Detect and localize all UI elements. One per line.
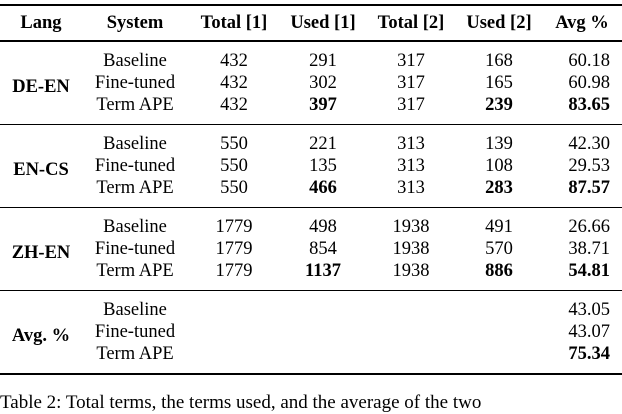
- total-2-cell: 1938: [392, 261, 430, 281]
- header-lang: Lang: [20, 12, 62, 33]
- total-1-cell: 550: [220, 156, 248, 176]
- system-cell: Fine-tuned: [94, 322, 176, 342]
- table-row: [0, 155, 622, 177]
- total-1-cell: [188, 343, 280, 374]
- system-cell: Term APE: [96, 261, 174, 281]
- used-1-cell: [280, 291, 366, 322]
- header-total-2: Total [2]: [377, 12, 445, 33]
- used-2-cell: 570: [485, 239, 513, 259]
- total-2-cell: 1938: [392, 239, 430, 259]
- system-cell: Term APE: [96, 344, 174, 364]
- used-2-cell: 139: [485, 134, 513, 154]
- total-2-cell: 317: [397, 95, 425, 115]
- total-1-cell: [188, 291, 280, 322]
- system-cell: Baseline: [103, 51, 167, 71]
- header-used-1: Used [1]: [290, 12, 356, 33]
- total-2-cell: [366, 291, 456, 322]
- system-cell: Fine-tuned: [94, 239, 176, 259]
- used-1-cell: [280, 321, 366, 343]
- table-body: [0, 41, 622, 374]
- used-1-cell: 397: [309, 95, 337, 115]
- table-row: [0, 291, 622, 322]
- avg-cell: 60.98: [568, 73, 610, 93]
- total-1-cell: 550: [220, 178, 248, 198]
- total-1-cell: 432: [220, 51, 248, 71]
- avg-cell: 75.34: [568, 344, 610, 364]
- table-row: [0, 177, 622, 208]
- avg-cell: 83.65: [568, 95, 610, 115]
- used-1-cell: 466: [309, 178, 337, 198]
- total-1-cell: 432: [220, 95, 248, 115]
- total-1-cell: 432: [220, 73, 248, 93]
- table-row: [0, 125, 622, 156]
- table-row: [0, 238, 622, 260]
- system-cell: Fine-tuned: [94, 73, 176, 93]
- results-table: [0, 4, 622, 375]
- header-row: [0, 5, 622, 41]
- table-row: [0, 321, 622, 343]
- used-1-cell: 1137: [305, 261, 341, 281]
- avg-cell: 60.18: [568, 51, 610, 71]
- total-1-cell: [188, 321, 280, 343]
- used-2-cell: [456, 321, 542, 343]
- table-row: [0, 72, 622, 94]
- system-cell: Baseline: [103, 300, 167, 320]
- used-1-cell: [280, 343, 366, 374]
- header-total-1: Total [1]: [200, 12, 268, 33]
- total-2-cell: 313: [397, 156, 425, 176]
- total-1-cell: 550: [220, 134, 248, 154]
- used-1-cell: 221: [309, 134, 337, 154]
- avg-cell: 87.57: [568, 178, 610, 198]
- avg-cell: 54.81: [568, 261, 610, 281]
- lang-cell: ZH-EN: [11, 243, 71, 263]
- used-1-cell: 498: [309, 217, 337, 237]
- used-2-cell: 108: [485, 156, 513, 176]
- total-1-cell: 1779: [215, 239, 253, 259]
- header-avg: Avg %: [555, 12, 609, 33]
- used-2-cell: 239: [485, 95, 513, 115]
- table-row: [0, 94, 622, 125]
- lang-cell: DE-EN: [12, 77, 70, 97]
- lang-cell: Avg. %: [11, 326, 71, 346]
- used-2-cell: 165: [485, 73, 513, 93]
- table-caption: Table 2: Total terms, the terms used, and the average of the two: [0, 392, 482, 413]
- used-2-cell: [456, 291, 542, 322]
- total-2-cell: [366, 321, 456, 343]
- total-2-cell: 313: [397, 134, 425, 154]
- system-cell: Baseline: [103, 134, 167, 154]
- table-row: [0, 208, 622, 239]
- used-1-cell: 135: [309, 156, 337, 176]
- system-cell: Baseline: [103, 217, 167, 237]
- total-2-cell: 313: [397, 178, 425, 198]
- table-row: [0, 41, 622, 72]
- header-used-2: Used [2]: [466, 12, 532, 33]
- lang-cell: EN-CS: [13, 160, 69, 180]
- avg-cell: 43.05: [568, 300, 610, 320]
- system-cell: Term APE: [96, 178, 174, 198]
- avg-cell: 29.53: [568, 156, 610, 176]
- used-2-cell: 168: [485, 51, 513, 71]
- total-2-cell: 1938: [392, 217, 430, 237]
- used-1-cell: 291: [309, 51, 337, 71]
- used-2-cell: [456, 343, 542, 374]
- used-2-cell: 491: [485, 217, 513, 237]
- used-1-cell: 854: [309, 239, 337, 259]
- total-1-cell: 1779: [215, 217, 253, 237]
- total-1-cell: 1779: [215, 261, 253, 281]
- table-row: [0, 260, 622, 291]
- used-2-cell: 886: [485, 261, 513, 281]
- system-cell: Fine-tuned: [94, 156, 176, 176]
- used-2-cell: 283: [485, 178, 513, 198]
- table-row: [0, 343, 622, 374]
- avg-cell: 38.71: [568, 239, 610, 259]
- header-system: System: [106, 12, 164, 33]
- used-1-cell: 302: [309, 73, 337, 93]
- total-2-cell: [366, 343, 456, 374]
- total-2-cell: 317: [397, 73, 425, 93]
- system-cell: Term APE: [96, 95, 174, 115]
- avg-cell: 26.66: [568, 217, 610, 237]
- avg-cell: 42.30: [568, 134, 610, 154]
- total-2-cell: 317: [397, 51, 425, 71]
- avg-cell: 43.07: [568, 322, 610, 342]
